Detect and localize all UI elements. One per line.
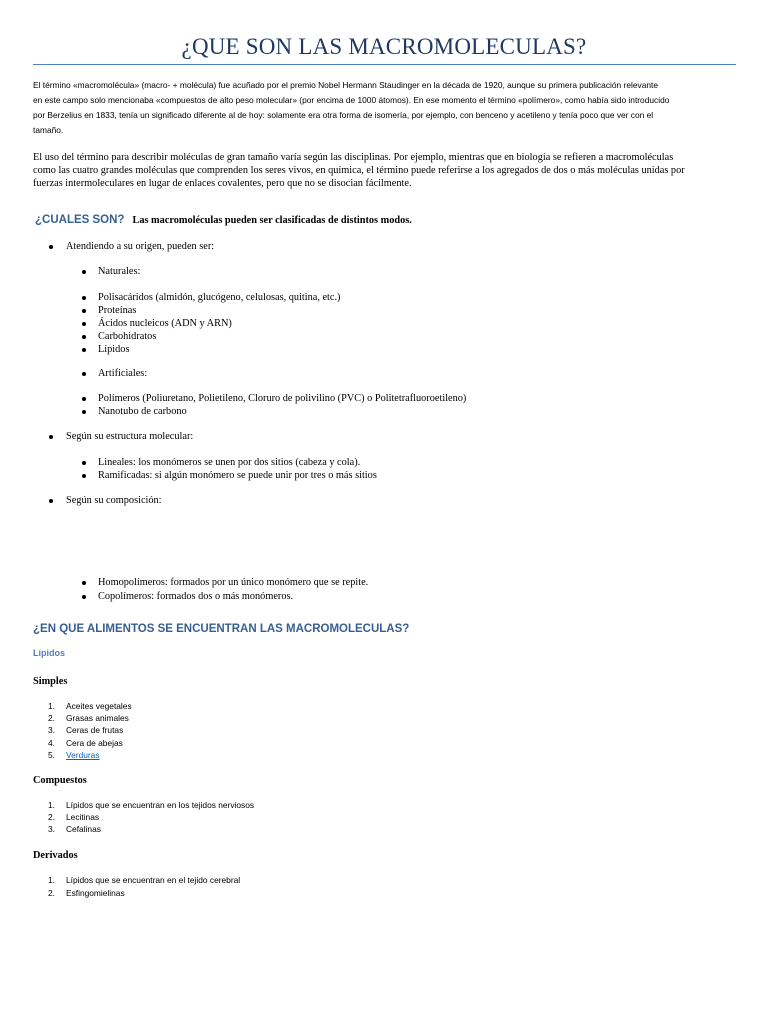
list-item: Esfingomielinas <box>66 888 125 898</box>
list-item: Grasas animales <box>66 713 129 723</box>
intro-paragraph <box>33 78 738 138</box>
page-title: ¿QUE SON LAS MACROMOLECULAS? <box>181 34 587 59</box>
list-number: 5. <box>48 750 55 760</box>
bullet-dot <box>82 581 86 585</box>
list-item: Según su composición: <box>66 495 162 506</box>
list-number: 2. <box>48 888 55 898</box>
list-item: Atendiendo a su origen, pueden ser: <box>66 241 215 252</box>
bullet-dot <box>82 309 86 313</box>
list-number: 3. <box>48 725 55 735</box>
list-item: Homopolímeros: formados por un único monómero que se repite. <box>98 577 369 588</box>
bullet-dot <box>49 435 53 439</box>
list-item: Lípidos <box>98 344 130 355</box>
list-number: 3. <box>48 824 55 834</box>
cuales-heading: ¿CUALES SON? <box>35 214 125 226</box>
list-item: Lineales: los monómeros se unen por dos sitios (cabeza y cola). <box>98 457 361 468</box>
intro-line: El término «macromolécula» (macro- + molécula) fue acuñado por el premio Nobel Hermann Staudinger en la década de 1920, aunque su primera publicación relevante <box>33 80 658 90</box>
list-number: 1. <box>48 875 55 885</box>
list-number: 2. <box>48 812 55 822</box>
bullet-dot <box>82 410 86 414</box>
list-item: Lípidos que se encuentran en el tejido cerebral <box>66 875 241 885</box>
bullet-dot <box>82 322 86 326</box>
list-item: Carbohidratos <box>98 331 157 342</box>
list-item: Ácidos nucleicos (ADN y ARN) <box>98 318 232 329</box>
bullet-dot <box>49 245 53 249</box>
list-item: Lípidos que se encuentran en los tejidos nerviosos <box>66 800 255 810</box>
bullet-dot <box>82 270 86 274</box>
list-item: Polisacáridos (almidón, glucógeno, celulosas, quitina, etc.) <box>98 292 341 303</box>
bullet-dot <box>49 499 53 503</box>
bullet-dot <box>82 348 86 352</box>
list-item: Cera de abejas <box>66 738 123 748</box>
group-heading: Derivados <box>33 850 78 861</box>
group-heading: Simples <box>33 676 68 687</box>
lipidos-heading: Lípidos <box>33 648 65 658</box>
intro-line: tamaño. <box>33 125 64 135</box>
cuales-heading-line <box>35 210 412 228</box>
list-number: 4. <box>48 738 55 748</box>
list-item: Aceites vegetales <box>66 701 132 711</box>
usage-line: El uso del término para describir moléculas de gran tamaño varía según las disciplinas. Por ejemplo, mientras que en biología se refieren a macromoléculas <box>33 152 674 163</box>
cuales-lead: Las macromoléculas pueden ser clasificadas de distintos modos. <box>132 215 412 226</box>
list-item: Polímeros (Poliuretano, Polietileno, Cloruro de polivilino (PVC) o Politetrafluoroetileno) <box>98 393 467 404</box>
bullet-dot <box>82 461 86 465</box>
bullet-dot <box>82 474 86 478</box>
usage-line: fuerzas intermoleculares en lugar de enlaces covalentes, pero que no se disocian fácilmente. <box>33 178 412 189</box>
list-item: Según su estructura molecular: <box>66 431 194 442</box>
intro-line: en este campo solo mencionaba «compuestos de alto peso molecular» (por encima de 1000 átomos). En ese momento el término «polímero», como había sido introducido <box>33 95 670 105</box>
list-item: Lecitinas <box>66 812 100 822</box>
list-item: Cefalinas <box>66 824 101 834</box>
list-item: Naturales: <box>98 266 141 277</box>
alimentos-heading: ¿EN QUE ALIMENTOS SE ENCUENTRAN LAS MACROMOLECULAS? <box>33 623 410 635</box>
list-item: Copolímeros: formados dos o más monómeros. <box>98 591 294 602</box>
bullet-dot <box>82 595 86 599</box>
usage-line: como las cuatro grandes moléculas que comprenden los seres vivos, en química, el término puede referirse a los agregados de dos o más moléculas unidas por <box>33 165 685 176</box>
bullet-dot <box>82 296 86 300</box>
verduras-link[interactable]: Verduras <box>66 750 100 760</box>
list-item: Proteínas <box>98 305 137 316</box>
list-item: Ramificadas: si algún monómero se puede unir por tres o más sitios <box>98 470 377 481</box>
usage-paragraph <box>33 151 745 190</box>
intro-line: por Berzelius en 1833, tenía un significado diferente al de hoy: solamente era otra forma de isomería, por ejemplo, con benceno y acetileno y tenía poco que ver con el <box>33 110 654 120</box>
list-item: Nanotubo de carbono <box>98 406 187 417</box>
title-underline <box>33 64 736 65</box>
bullet-dot <box>82 335 86 339</box>
list-item: Artificiales: <box>98 368 148 379</box>
list-number: 1. <box>48 800 55 810</box>
list-number: 2. <box>48 713 55 723</box>
bullet-dot <box>82 397 86 401</box>
list-item: Ceras de frutas <box>66 725 124 735</box>
list-number: 1. <box>48 701 55 711</box>
group-heading: Compuestos <box>33 775 87 786</box>
bullet-dot <box>82 372 86 376</box>
